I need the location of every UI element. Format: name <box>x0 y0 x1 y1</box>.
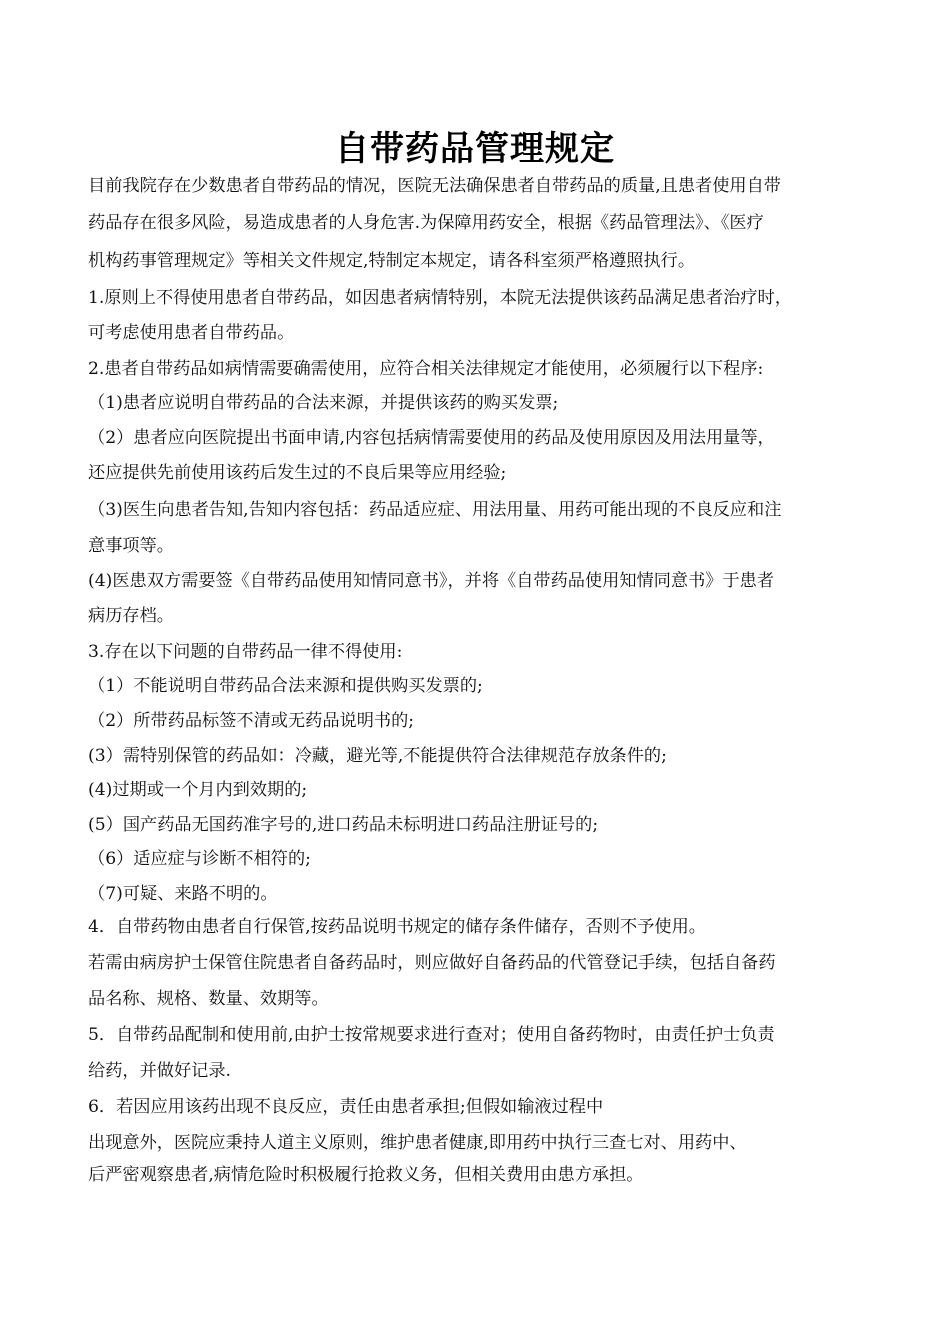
paragraph-line: 药品存在很多风险，易造成患者的人身危害.为保障用药安全，根据《药品管理法》、《医疗 <box>88 213 764 233</box>
paragraph-line: 4．自带药物由患者自行保管,按药品说明书规定的储存条件储存，否则不予使用。 <box>88 917 706 937</box>
paragraph-line: (5）国产药品无国药准字号的,进口药品未标明进口药品注册证号的; <box>88 815 599 835</box>
paragraph-line: （2）患者应向医院提出书面申请,内容包括病情需要使用的药品及使用原因及用法用量等， <box>88 428 775 448</box>
paragraph-line: 病历存档。 <box>88 606 174 626</box>
paragraph-line: 目前我院存在少数患者自带药品的情况，医院无法确保患者自带药品的质量,且患者使用自带 <box>88 176 781 196</box>
paragraph-line: （3)医生向患者告知,告知内容包括：药品适应症、用法用量、用药可能出现的不良反应和注 <box>88 500 782 520</box>
paragraph-line: （6）适应症与诊断不相符的; <box>88 849 311 869</box>
paragraph-line: (4)过期或一个月内到效期的; <box>88 780 308 800</box>
paragraph-line: 还应提供先前使用该药后发生过的不良后果等应用经验; <box>88 463 507 483</box>
document-title: 自带药品管理规定 <box>335 129 615 169</box>
paragraph-line: 机构药事管理规定》等相关文件规定,特制定本规定，请各科室须严格遵照执行。 <box>88 251 696 271</box>
paragraph-line: 可考虑使用患者自带药品。 <box>88 323 295 343</box>
paragraph-line: 品名称、规格、数量、效期等。 <box>88 989 329 1009</box>
paragraph-line: (3）需特别保管的药品如：冷藏，避光等,不能提供符合法律规范存放条件的; <box>88 746 667 766</box>
paragraph-line: 出现意外，医院应秉持人道主义原则，维护患者健康,即用药中执行三查七对、用药中、 <box>88 1133 747 1153</box>
paragraph-line: 给药，并做好记录. <box>88 1061 231 1081</box>
paragraph-line: （1)患者应说明自带药品的合法来源，并提供该药的购买发票; <box>88 393 559 413</box>
paragraph-line: 1.原则上不得使用患者自带药品，如因患者病情特别，本院无法提供该药品满足患者治疗时， <box>88 288 792 308</box>
paragraph-line: 2.患者自带药品如病情需要确需使用，应符合相关法律规定才能使用，必须履行以下程序: <box>88 359 764 379</box>
paragraph-line: （7)可疑、来路不明的。 <box>88 884 278 904</box>
paragraph-line: 6．若因应用该药出现不良反应，责任由患者承担;但假如输液过程中 <box>88 1097 604 1117</box>
paragraph-line: 意事项等。 <box>88 536 174 556</box>
paragraph-line: (4)医患双方需要签《自带药品使用知情同意书》，并将《自带药品使用知情同意书》于患者 <box>88 571 775 591</box>
paragraph-line: 3.存在以下问题的自带药品一律不得使用: <box>88 642 403 662</box>
paragraph-line: （1）不能说明自带药品合法来源和提供购买发票的; <box>88 676 483 696</box>
paragraph-line: 5．自带药品配制和使用前,由护士按常规要求进行查对；使用自备药物时，由责任护士负责 <box>88 1025 775 1045</box>
paragraph-line: （2）所带药品标签不清或无药品说明书的; <box>88 711 415 731</box>
paragraph-line: 若需由病房护士保管住院患者自备药品时，则应做好自备药品的代管登记手续，包括自备药 <box>88 953 776 973</box>
paragraph-line: 后严密观察患者,病情危险时积极履行抢救义务，但相关费用由患方承担。 <box>88 1165 644 1185</box>
